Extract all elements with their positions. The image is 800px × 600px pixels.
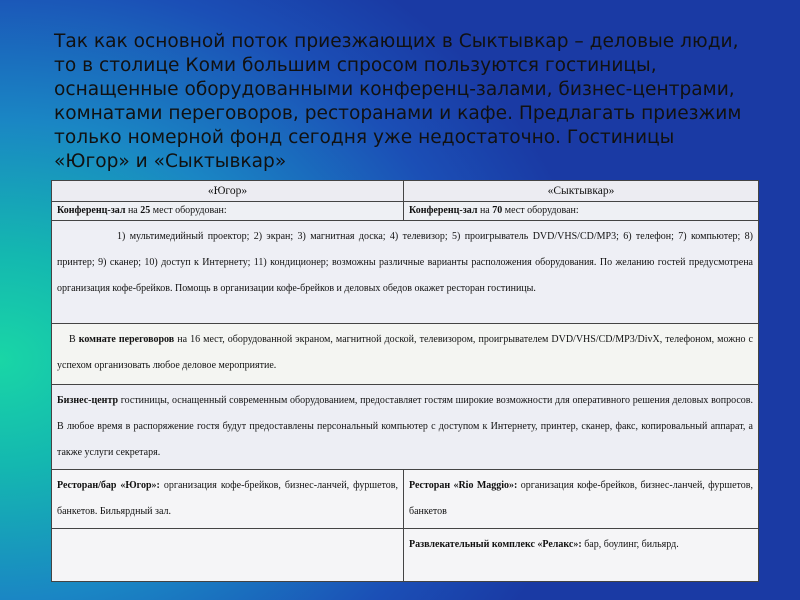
seat-count: 70 bbox=[492, 205, 503, 216]
meeting-room-label: комнате переговоров bbox=[78, 334, 175, 345]
header-row bbox=[52, 181, 759, 202]
business-center-cell: Бизнес-центр гостиницы, оснащенный современным оборудованием, предоставляет гостям широкие возможности для оперативного решения деловых вопросов. В любое время в распоряжение гостя будут предоставлены персональный компьютер с доступом к Интернету, принтер, сканер, факс, копировальный аппарат, а также услуги секретаря. bbox=[52, 385, 759, 470]
conference-yugor: Конференц-зал на 25 мест оборудован: bbox=[52, 202, 404, 221]
conference-label: Конференц-зал bbox=[409, 205, 478, 216]
conference-label: Конференц-зал bbox=[57, 205, 126, 216]
seat-count: 25 bbox=[140, 205, 151, 216]
header-syktyvkar: «Сыктывкар» bbox=[404, 181, 759, 202]
restaurant-yugor: Ресторан/бар «Югор»: организация кофе-брейков, бизнес-ланчей, фуршетов, банкетов. Бильярдный зал. bbox=[52, 470, 404, 529]
restaurant-yugor-label: Ресторан/бар «Югор»: bbox=[57, 480, 160, 491]
equipment-row bbox=[52, 221, 759, 324]
relax-label: Развлекательный комплекс «Релакс»: bbox=[409, 539, 582, 550]
conference-syktyvkar: Конференц-зал на 70 мест оборудован: bbox=[404, 202, 759, 221]
restaurant-syktyvkar: Ресторан «Rio Maggio»: организация кофе-брейков, бизнес-ланчей, фуршетов, банкетов bbox=[404, 470, 759, 529]
relax-empty-cell bbox=[52, 529, 404, 582]
conference-row bbox=[52, 202, 759, 221]
restaurant-syktyvkar-label: Ресторан «Rio Maggio»: bbox=[409, 480, 518, 491]
restaurant-row bbox=[52, 470, 759, 529]
relax-row bbox=[52, 529, 759, 582]
business-center-label: Бизнес-центр bbox=[57, 395, 119, 406]
header-yugor: «Югор» bbox=[52, 181, 404, 202]
meeting-room-row bbox=[52, 324, 759, 385]
business-center-row bbox=[52, 385, 759, 470]
intro-paragraph: Так как основной поток приезжающих в Сыктывкар – деловые люди, то в столице Коми большим спросом пользуются гостиницы, оснащенные оборудованными конференц-залами, бизнес-центрами, комнатами переговоров, ресторанами и кафе. Предлагать приезжим только номерной фонд сегодня уже недостаточно. Гостиницы «Югор» и «Сыктывкар» bbox=[54, 31, 742, 172]
equipment-cell: 1) мультимедийный проектор; 2) экран; 3) магнитная доска; 4) телевизор; 5) проигрыватель DVD/VHS/CD/MP3; 6) телефон; 7) компьютер; 8) принтер; 9) сканер; 10) доступ к Интернету; 11) кондиционер; возможны различные варианты расположения оборудования. По желанию гостей предусмотрена организация кофе-брейков. Помощь в организации кофе-брейков и деловых обедов окажет ресторан гостиницы. bbox=[52, 221, 759, 324]
meeting-room-cell: В комнате переговоров на 16 мест, оборудованной экраном, магнитной доской, телевизором, проигрывателем DVD/VHS/CD/MP3/DivX, телефоном, можно с успехом организовать любое деловое мероприятие. bbox=[52, 324, 759, 385]
relax-cell: Развлекательный комплекс «Релакс»: бар, боулинг, бильярд. bbox=[404, 529, 759, 582]
hotel-comparison-table bbox=[51, 180, 759, 582]
